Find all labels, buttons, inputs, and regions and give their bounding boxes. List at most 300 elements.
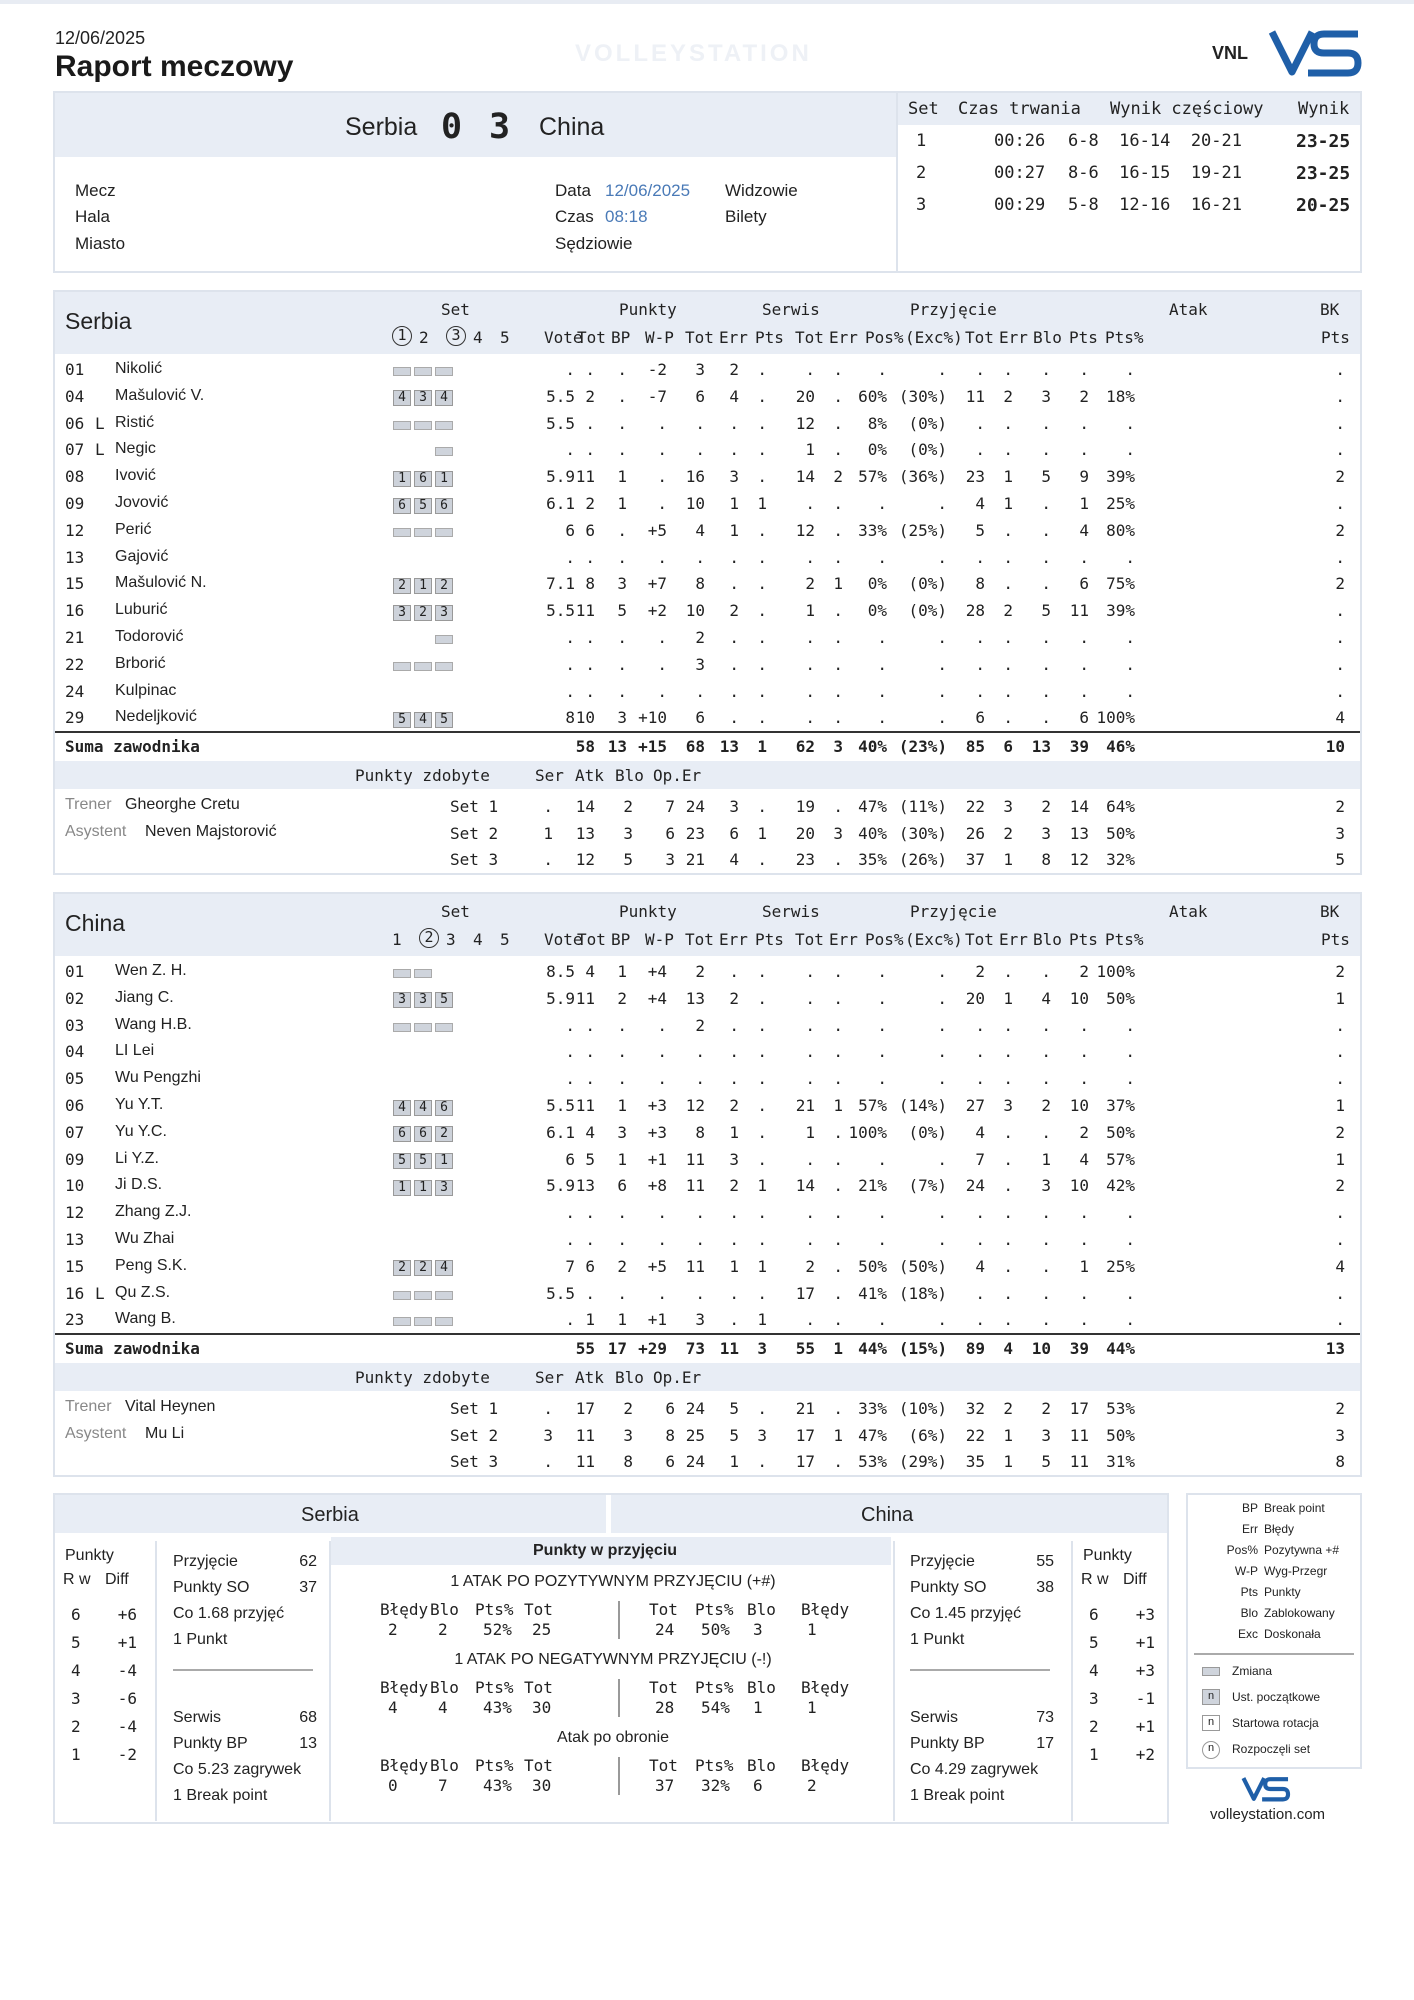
col-atak: Atak xyxy=(1169,902,1208,921)
points-value: -7 xyxy=(647,386,667,406)
set-reception: 53% xyxy=(858,1452,887,1472)
serve-value: . xyxy=(757,1096,767,1115)
reception-value: (0%) xyxy=(908,440,947,460)
reception-value: . xyxy=(937,654,947,674)
serve-value: 11 xyxy=(685,1149,705,1169)
section-value-left: 30 xyxy=(532,1698,552,1717)
summary-stat-label: Punkty SO xyxy=(910,1579,987,1596)
vote-value: . xyxy=(565,681,575,701)
set-points-scored: 8 xyxy=(623,1452,633,1472)
serve-value: 8 xyxy=(695,574,705,594)
serve-value: 10 xyxy=(685,494,705,513)
player-name: Li Y.Z. xyxy=(115,1149,159,1167)
attack-value: . xyxy=(975,1015,985,1035)
summary-divider xyxy=(1071,1541,1073,1821)
team-name: China xyxy=(65,910,126,936)
total-attack: 39 xyxy=(1069,1339,1089,1359)
rotation-squares xyxy=(393,1070,456,1089)
col-sub-header: W-P xyxy=(645,930,674,949)
serve-value: . xyxy=(757,1230,767,1249)
attack-value: . xyxy=(1079,628,1089,647)
set-attack: 50% xyxy=(1106,1425,1135,1445)
section-value-right: 24 xyxy=(655,1620,675,1639)
player-name: Peng S.K. xyxy=(115,1256,188,1274)
reception-value: . xyxy=(833,1230,843,1249)
attack-value: . xyxy=(1079,681,1089,701)
reception-value: 21 xyxy=(795,1096,815,1115)
col-sub-header: Tot xyxy=(685,328,714,347)
total-reception: (23%) xyxy=(898,737,947,757)
block-points-value: . xyxy=(1335,1069,1345,1089)
points-value: . xyxy=(617,413,627,433)
points-value: +4 xyxy=(647,988,667,1008)
points-value: . xyxy=(657,440,667,460)
summary-stat-label: Co 1.68 przyjęć xyxy=(173,1605,285,1622)
attack-value: 1 xyxy=(1003,467,1013,487)
summary-stat-label: Serwis xyxy=(910,1709,959,1726)
vote-value: 6 xyxy=(565,1149,575,1169)
set-attack: 1 xyxy=(1003,850,1013,870)
block-points-value: . xyxy=(1335,440,1345,460)
reception-value: . xyxy=(833,1042,843,1062)
reception-value: . xyxy=(833,1256,843,1276)
serve-value: . xyxy=(729,1015,739,1035)
set-points-scored: 3 xyxy=(623,823,633,843)
section-value-right: 54% xyxy=(701,1698,730,1717)
vote-value: . xyxy=(565,1310,575,1330)
points-value: 2 xyxy=(585,386,595,406)
set-stats-row xyxy=(55,1395,1361,1421)
set-reception: 17 xyxy=(795,1425,815,1445)
reception-value: 12 xyxy=(795,520,815,540)
rotation-diff: -1 xyxy=(1135,1689,1155,1708)
attack-value: 27 xyxy=(965,1096,985,1115)
vs-logo-icon xyxy=(1268,26,1363,85)
reception-value: . xyxy=(937,681,947,701)
col-przyjecie: Przyjęcie xyxy=(910,902,997,921)
attack-value: . xyxy=(975,681,985,701)
player-row xyxy=(55,570,1361,596)
points-value: +3 xyxy=(647,1122,667,1142)
attack-value: 50% xyxy=(1106,1122,1135,1142)
assistant-name: Mu Li xyxy=(145,1425,185,1443)
points-scored-band xyxy=(55,761,1360,789)
player-number: 06 xyxy=(65,1096,85,1115)
set-attack: 3 xyxy=(1041,823,1051,843)
points-value: . xyxy=(617,360,627,379)
rotation-diff: +1 xyxy=(117,1633,137,1652)
rotation-squares xyxy=(393,656,456,675)
player-name: Zhang Z.J. xyxy=(115,1203,192,1221)
points-value: . xyxy=(585,1015,595,1035)
points-scored-label: Punkty zdobyte xyxy=(355,766,490,786)
reception-value: . xyxy=(937,962,947,981)
rotation-square xyxy=(393,421,411,430)
set-reception: 35% xyxy=(858,850,887,870)
player-row xyxy=(55,410,1361,436)
points-value: . xyxy=(617,520,627,540)
section-divider xyxy=(618,1679,620,1717)
total-reception: 44% xyxy=(858,1339,887,1359)
set-duration: 00:27 xyxy=(994,163,1046,183)
serve-value: 2 xyxy=(729,1176,739,1196)
player-number: 13 xyxy=(65,1230,85,1249)
player-name: Wang B. xyxy=(115,1310,176,1328)
points-value: 10 xyxy=(575,708,595,728)
attack-value: 5 xyxy=(975,520,985,540)
serve-value: 1 xyxy=(757,494,767,513)
set-serve: 5 xyxy=(729,1399,739,1419)
set-serve: . xyxy=(757,797,767,817)
player-row xyxy=(55,1253,1361,1279)
player-number: 15 xyxy=(65,574,85,594)
set-block: 3 xyxy=(1335,1425,1345,1445)
serve-value: . xyxy=(729,1283,739,1303)
reception-value: . xyxy=(937,547,947,567)
attack-value: . xyxy=(1003,708,1013,728)
section-value-left: 4 xyxy=(388,1698,398,1717)
rotation-square: 6 xyxy=(393,498,411,514)
points-value: +1 xyxy=(647,1149,667,1169)
set-attack: 53% xyxy=(1106,1399,1135,1419)
player-row xyxy=(55,1146,1361,1172)
summary-stat-value: 73 xyxy=(1036,1709,1054,1726)
serve-value: 12 xyxy=(685,1096,705,1115)
col-sub-header: Tot xyxy=(965,930,994,949)
points-value: . xyxy=(617,1042,627,1062)
libero-marker: L xyxy=(95,1283,105,1303)
set-stats-row xyxy=(55,793,1361,819)
attack-value: . xyxy=(1079,1203,1089,1223)
total-serve: 68 xyxy=(685,737,705,757)
attack-value: . xyxy=(1079,1015,1089,1035)
rotation-squares xyxy=(393,1231,456,1250)
player-name: Nikolić xyxy=(115,360,163,377)
player-number: 04 xyxy=(65,386,85,406)
serve-value: . xyxy=(757,413,767,433)
attack-value: . xyxy=(1041,654,1051,674)
attack-value: 42% xyxy=(1106,1176,1135,1196)
attack-value: 4 xyxy=(975,494,985,513)
match-date: 12/06/2025 xyxy=(605,181,691,200)
points-scored-header: Atk xyxy=(575,766,604,786)
reception-value: (0%) xyxy=(908,413,947,433)
rotation-number: 1 xyxy=(71,1745,81,1764)
points-value: . xyxy=(657,1069,667,1089)
attack-value: 2 xyxy=(1079,386,1089,406)
page-title: Raport meczowy xyxy=(55,50,294,83)
set-attack: 1 xyxy=(1003,1425,1013,1445)
set-number-header: 1 xyxy=(392,326,412,346)
reception-value: 57% xyxy=(858,1096,887,1115)
points-value: 2 xyxy=(617,988,627,1008)
section-header-right: Pts% xyxy=(695,1756,734,1775)
match-time: 08:18 xyxy=(605,207,648,226)
reception-value: . xyxy=(877,962,887,981)
attack-value: 9 xyxy=(1079,467,1089,487)
col-sub-header: Err xyxy=(829,930,858,949)
attack-value: . xyxy=(1041,1203,1051,1223)
col-sub-header: Pts xyxy=(1321,328,1350,347)
total-attack: 85 xyxy=(965,737,985,757)
points-value: . xyxy=(657,628,667,647)
set-result: 20-25 xyxy=(1296,195,1351,216)
legend-desc: Break point xyxy=(1264,1501,1325,1515)
serve-value: . xyxy=(729,628,739,647)
rotation-squares xyxy=(393,709,456,728)
points-value: . xyxy=(617,1069,627,1089)
vote-value: 5.9 xyxy=(546,988,575,1008)
reception-value: . xyxy=(833,1069,843,1089)
serve-value: . xyxy=(757,440,767,460)
attack-value: . xyxy=(1041,708,1051,728)
col-sub-header: (Exc%) xyxy=(905,328,963,347)
vote-value: . xyxy=(565,1230,575,1249)
vote-value: 5.9 xyxy=(546,467,575,487)
reception-value: . xyxy=(833,988,843,1008)
attack-value: 4 xyxy=(975,1122,985,1142)
set-reception: . xyxy=(833,1452,843,1472)
attack-value: . xyxy=(1041,1283,1051,1303)
col-sub-header: Tot xyxy=(685,930,714,949)
serve-value: . xyxy=(757,1015,767,1035)
reception-value: 17 xyxy=(795,1283,815,1303)
points-value: . xyxy=(617,654,627,674)
vote-value: . xyxy=(565,628,575,647)
attack-value: . xyxy=(1079,1042,1089,1062)
rotation-square: 5 xyxy=(393,712,411,728)
reception-value: . xyxy=(833,962,843,981)
reception-value: . xyxy=(833,708,843,728)
block-points-value: 1 xyxy=(1335,1096,1345,1115)
label-sedziowie: Sędziowie xyxy=(555,234,633,253)
rotation-diff: +1 xyxy=(1135,1633,1155,1652)
vote-value: 7.1 xyxy=(546,574,575,594)
set-reception: (10%) xyxy=(898,1399,947,1419)
points-value: . xyxy=(657,1230,667,1249)
reception-value: 2 xyxy=(805,1256,815,1276)
section-value-left: 43% xyxy=(483,1698,512,1717)
player-row xyxy=(55,1306,1361,1332)
rotation-square: 3 xyxy=(393,605,411,621)
player-name: Todorović xyxy=(115,628,184,645)
rotation-square xyxy=(435,367,453,376)
reception-value: . xyxy=(805,360,815,379)
attack-value: . xyxy=(1003,962,1013,981)
reception-value: . xyxy=(833,628,843,647)
section-header-right: Pts% xyxy=(695,1678,734,1697)
points-scored-header: Atk xyxy=(575,1368,604,1388)
set-attack: 11 xyxy=(1069,1452,1089,1472)
col-sub-header: Tot xyxy=(577,328,606,347)
section-value-left: 30 xyxy=(532,1776,552,1795)
legend-desc: Wyg-Przegr xyxy=(1264,1564,1328,1578)
total-attack: 39 xyxy=(1069,737,1089,757)
set-attack: 22 xyxy=(965,1425,985,1445)
attack-value: 1 xyxy=(1079,494,1089,513)
rotation-square: 2 xyxy=(435,1126,453,1142)
summary-stat-label: Co 4.29 zagrywek xyxy=(910,1761,1039,1778)
set-block: 8 xyxy=(1335,1452,1345,1472)
set-serve: 25 xyxy=(685,1425,705,1445)
rotation-number: 3 xyxy=(1089,1689,1099,1708)
serve-value: . xyxy=(757,467,767,487)
points-value: . xyxy=(657,494,667,513)
attack-value: 57% xyxy=(1106,1149,1135,1169)
set-duration: 00:26 xyxy=(994,131,1046,151)
set-attack: 17 xyxy=(1069,1399,1089,1419)
set-reception: 33% xyxy=(858,1399,887,1419)
points-value: 5 xyxy=(585,1149,595,1169)
player-number: 07 xyxy=(65,440,85,460)
set-points-scored: 13 xyxy=(575,823,595,843)
player-number: 01 xyxy=(65,360,85,379)
points-scored-header: Ser xyxy=(535,1368,564,1388)
attack-value: . xyxy=(1003,681,1013,701)
reception-value: (0%) xyxy=(908,574,947,594)
reception-value: . xyxy=(877,681,887,701)
rotation-squares xyxy=(393,468,456,487)
points-value: . xyxy=(585,654,595,674)
points-value: . xyxy=(585,681,595,701)
rotation-squares xyxy=(393,963,456,982)
rotation-squares xyxy=(393,1124,456,1143)
section-value-left: 2 xyxy=(388,1620,398,1639)
rotation-squares xyxy=(393,361,456,380)
col-przyjecie: Przyjęcie xyxy=(910,300,997,319)
player-name: Brborić xyxy=(115,654,166,672)
reception-value: (0%) xyxy=(908,601,947,621)
points-value: . xyxy=(585,628,595,647)
reception-value: . xyxy=(877,1230,887,1249)
section-value-right: 50% xyxy=(701,1620,730,1639)
serve-value: 2 xyxy=(729,601,739,621)
reception-value: . xyxy=(833,681,843,701)
set-stats-row xyxy=(55,1448,1361,1474)
player-number: 22 xyxy=(65,654,85,674)
col-sub-header: Blo xyxy=(1033,930,1062,949)
reception-value: 0% xyxy=(867,574,887,594)
attack-value: 4 xyxy=(1079,520,1089,540)
summary-home-name: Serbia xyxy=(301,1504,359,1526)
set-reception: 23 xyxy=(795,850,815,870)
set-duration: 00:29 xyxy=(994,195,1046,215)
points-value: . xyxy=(617,386,627,406)
set-number-header: 2 xyxy=(419,328,429,347)
reception-value: 41% xyxy=(858,1283,887,1303)
set-block: 3 xyxy=(1335,823,1345,843)
vote-value: 5.5 xyxy=(546,1283,575,1303)
rotation-square: 6 xyxy=(435,1100,453,1116)
col-sub-header: W-P xyxy=(645,328,674,347)
player-row xyxy=(55,651,1361,677)
summary-divider xyxy=(329,1541,331,1821)
reception-value: . xyxy=(833,1122,843,1142)
total-label: Suma zawodnika xyxy=(65,737,200,757)
summary-stat-value: 68 xyxy=(299,1709,317,1726)
rotation-diff: +3 xyxy=(1135,1605,1155,1624)
attack-value: 11 xyxy=(965,386,985,406)
rot-punkty-label: Punkty xyxy=(65,1547,114,1564)
attack-value: . xyxy=(1003,654,1013,674)
legend-symbol: n xyxy=(1202,1689,1220,1705)
serve-value: . xyxy=(757,386,767,406)
total-serve: 3 xyxy=(757,1339,767,1359)
rotation-square: 5 xyxy=(414,1153,432,1169)
rotation-square xyxy=(414,1023,432,1032)
attack-value: . xyxy=(1041,547,1051,567)
serve-value: . xyxy=(757,574,767,594)
summary-stat-label: Przyjęcie xyxy=(910,1553,975,1570)
points-value: -2 xyxy=(647,360,667,379)
points-value: 1 xyxy=(617,1310,627,1330)
attack-value: . xyxy=(1003,1176,1013,1196)
total-label: Suma zawodnika xyxy=(65,1339,200,1359)
points-value: . xyxy=(585,1203,595,1223)
player-row xyxy=(55,383,1361,409)
player-number: 05 xyxy=(65,1069,85,1089)
attack-value: . xyxy=(1041,1230,1051,1249)
rotation-number: 6 xyxy=(71,1605,81,1624)
sets-col-partial: Wynik częściowy xyxy=(1110,99,1264,119)
section-header-right: Blo xyxy=(747,1600,776,1619)
watermark: VOLLEYSTATION xyxy=(575,40,812,67)
serve-value: 13 xyxy=(685,988,705,1008)
serve-value: 3 xyxy=(695,360,705,379)
set-reception: 47% xyxy=(858,1425,887,1445)
attack-value: 8 xyxy=(975,574,985,594)
set-reception: (30%) xyxy=(898,823,947,843)
serve-value: 3 xyxy=(695,1310,705,1330)
attack-value: 75% xyxy=(1106,574,1135,594)
reception-value: . xyxy=(877,1203,887,1223)
summary-divider xyxy=(155,1541,157,1821)
reception-value: 2 xyxy=(805,574,815,594)
set-attack: 2 xyxy=(1003,1399,1013,1419)
reception-value: 8% xyxy=(867,413,887,433)
attack-value: . xyxy=(975,654,985,674)
points-value: +1 xyxy=(647,1310,667,1330)
rotation-squares xyxy=(393,1043,456,1062)
rotation-squares xyxy=(393,1285,456,1304)
team-table-china xyxy=(53,892,1362,1477)
sets-col-result: Wynik xyxy=(1298,99,1350,119)
summary-stat-label: Przyjęcie xyxy=(173,1553,238,1570)
attack-value: . xyxy=(975,360,985,379)
block-points-value: . xyxy=(1335,681,1345,701)
rotation-diff: -4 xyxy=(117,1661,137,1680)
reception-value: . xyxy=(805,681,815,701)
serve-value: 2 xyxy=(695,628,705,647)
serve-value: 1 xyxy=(729,1256,739,1276)
reception-value: . xyxy=(833,360,843,379)
rotation-squares xyxy=(393,1097,456,1116)
block-points-value: . xyxy=(1335,494,1345,513)
rotation-square xyxy=(435,1023,453,1032)
block-points-value: 1 xyxy=(1335,988,1345,1008)
legend-symbol-desc: Zmiana xyxy=(1232,1664,1273,1678)
set-partial-scores: 6-8 16-14 20-21 xyxy=(1068,131,1242,151)
block-points-value: 2 xyxy=(1335,467,1345,487)
attack-value: . xyxy=(1003,628,1013,647)
rotation-square xyxy=(435,421,453,430)
reception-value: . xyxy=(833,1015,843,1035)
set-attack: 13 xyxy=(1069,823,1089,843)
points-value: . xyxy=(657,1015,667,1035)
vote-value: . xyxy=(565,360,575,379)
legend-symbol-desc: Rozpoczęli set xyxy=(1232,1742,1311,1756)
home-team-name: Serbia xyxy=(345,113,418,141)
